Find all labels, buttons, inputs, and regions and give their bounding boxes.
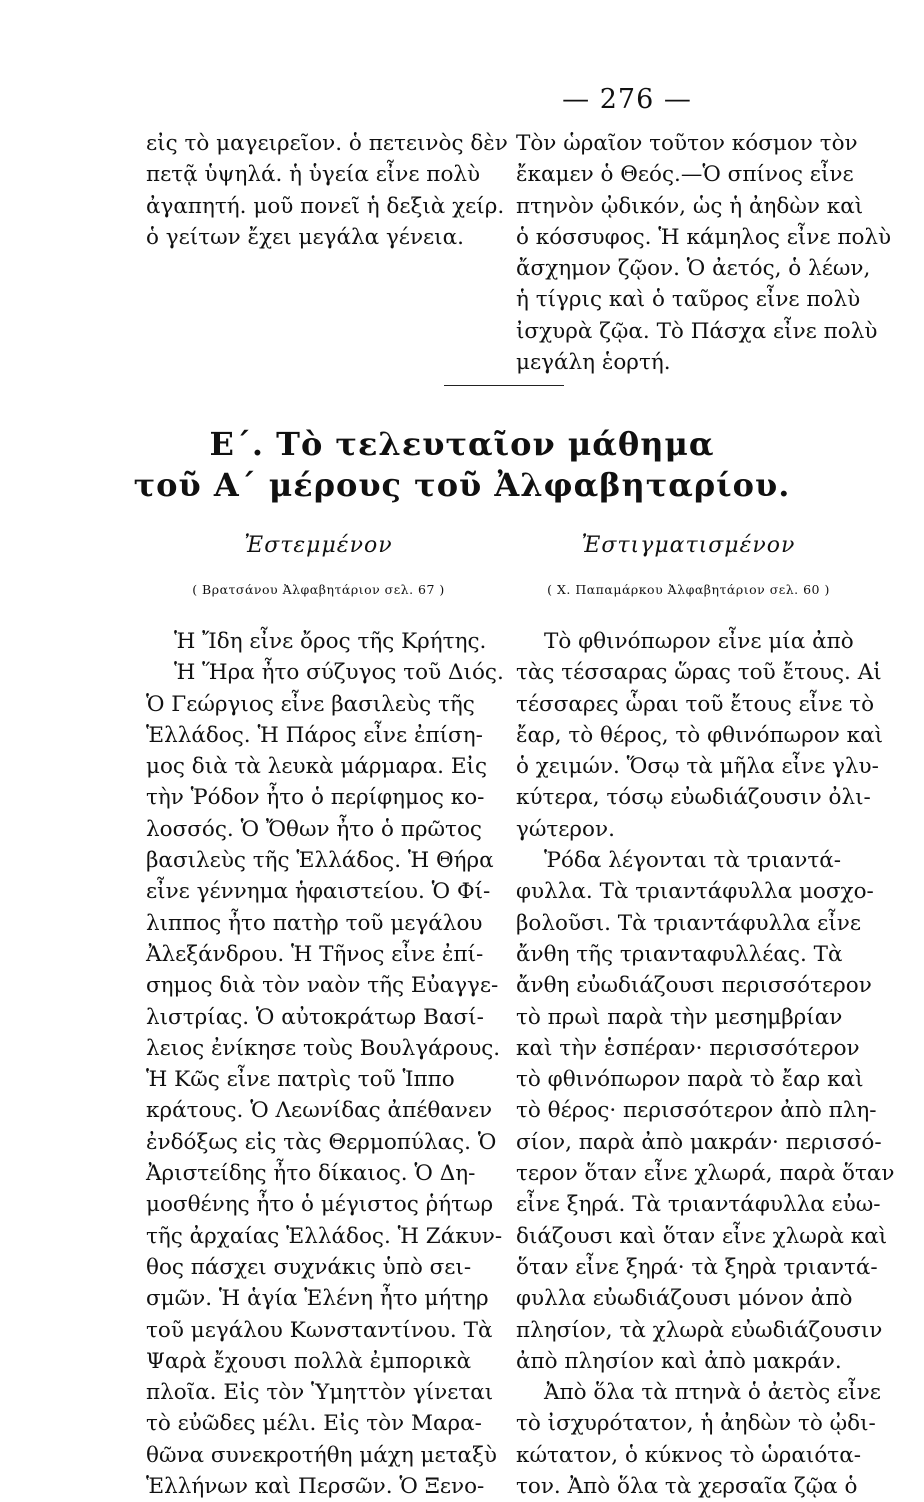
text-line: Τὸν ὡραῖον τοῦτον κόσμον τὸν xyxy=(516,131,858,156)
text-line: ὁ γείτων ἔχει μεγάλα γένεια. xyxy=(146,224,464,250)
text-line: Ἡ Ἴδη εἶνε ὄρος τῆς Κρήτης. xyxy=(174,629,487,654)
text-line: Ἀλεξάνδρου. Ἡ Τῆνος εἶνε ἐπί- xyxy=(146,941,484,967)
right-column-body xyxy=(516,626,895,1502)
text-line: τῆς ἀρχαίας Ἑλλάδος. Ἡ Ζάκυν- xyxy=(146,1223,503,1249)
text-line: λειος ἐνίκησε τοὺς Βουλγάρους. xyxy=(146,1035,501,1061)
top-left-text xyxy=(146,128,508,253)
text-line: ἄνθη τῆς τριανταφυλλέας. Τὰ xyxy=(516,941,843,967)
text-line: Ἡ Κῶς εἶνε πατρὶς τοῦ Ἱππο xyxy=(146,1067,455,1093)
text-line: Ῥόδα λέγονται τὰ τριαντά- xyxy=(544,848,842,874)
text-line: ἐνδόξως εἰς τὰς Θερμοπύλας. Ὁ xyxy=(146,1129,497,1155)
text-line: γώτερον. xyxy=(516,816,615,842)
text-line: Ψαρὰ ἔχουσι πολλὰ ἐμπορικὰ xyxy=(146,1348,472,1374)
text-line: λιστρίας. Ὁ αὐτοκράτωρ Βασί- xyxy=(146,1004,484,1030)
text-line: κώτατον, ὁ κύκνος τὸ ὡραιότα- xyxy=(516,1442,861,1468)
text-line: βασιλεὺς τῆς Ἑλλάδος. Ἡ Θήρα xyxy=(146,848,494,874)
text-line: φυλλα εὐωδιάζουσι μόνον ἀπὸ xyxy=(516,1286,853,1312)
text-line: λιππος ἦτο πατὴρ τοῦ μεγάλου xyxy=(146,910,483,936)
paragraph xyxy=(516,845,895,1377)
text-line: τον. Ἀπὸ ὅλα τὰ χερσαῖα ζῷα ὁ xyxy=(516,1474,858,1500)
paragraph xyxy=(516,626,884,845)
text-line: τὸ ἰσχυρότατον, ἡ ἀηδὼν τὸ ᾠδι- xyxy=(516,1411,876,1437)
text-line: εἶνε γέννημα ἡφαιστείου. Ὁ Φί- xyxy=(146,879,491,905)
text-line: τὸ πρωὶ παρὰ τὴν μεσημβρίαν xyxy=(516,1004,843,1030)
text-line: Ἀριστείδης ἦτο δίκαιος. Ὁ Δη- xyxy=(146,1161,476,1187)
text-line: Ἡ Ἥρα ἦτο σύζυγος τοῦ Διός. xyxy=(174,660,504,686)
text-line: ἰσχυρὰ ζῷα. Τὸ Πάσχα εἶνε πολὺ xyxy=(516,318,878,344)
text-line: πλησίον, τὰ χλωρὰ εὐωδιάζουσιν xyxy=(516,1317,883,1343)
text-line: τὰς τέσσαρας ὥρας τοῦ ἔτους. Αἱ xyxy=(516,660,882,686)
top-right-text xyxy=(516,128,892,378)
right-column-source: ( Χ. Παπαμάρκου Ἀλφαβητάριον σελ. 60 ) xyxy=(547,582,830,597)
text-line: βολοῦσι. Τὰ τριαντάφυλλα εἶνε xyxy=(516,910,861,936)
text-line: εἰς τὸ μαγειρεῖον. ὁ πετεινὸς δὲν xyxy=(146,131,508,156)
text-line: σμῶν. Ἡ ἁγία Ἑλένη ἦτο μήτηρ xyxy=(146,1286,489,1312)
text-line: τὸ εὐῶδες μέλι. Εἰς τὸν Μαρα- xyxy=(146,1411,482,1437)
text-line: σίον, παρὰ ἀπὸ μακράν· περισσό- xyxy=(516,1129,882,1155)
page-number: — 276 — xyxy=(562,84,692,115)
text-line: ἄσχημον ζῷον. Ὁ ἀετός, ὁ λέων, xyxy=(516,256,871,282)
text-line: θος πάσχει συχνάκις ὑπὸ σει- xyxy=(146,1254,472,1280)
text-line: φυλλα. Τὰ τριαντάφυλλα μοσχο- xyxy=(516,879,874,905)
text-line: ὁ χειμών. Ὅσῳ τὰ μῆλα εἶνε γλυ- xyxy=(516,754,879,780)
text-line: ἔαρ, τὸ θέρος, τὸ φθινόπωρον καὶ xyxy=(516,722,884,748)
text-line: πτηνὸν ᾠδικόν, ὡς ἡ ἀηδὼν καὶ xyxy=(516,193,864,219)
section-divider xyxy=(444,385,564,386)
text-line: καὶ τὴν ἑσπέραν· περισσότερον xyxy=(516,1035,860,1061)
left-column-body xyxy=(146,626,504,1502)
text-line: τοῦ μεγάλου Κωνσταντίνου. Τὰ xyxy=(146,1317,493,1343)
text-line: ἔκαμεν ὁ Θεός.—Ὁ σπίνος εἶνε xyxy=(516,162,854,188)
left-column-source: ( Βρατσάνου Ἀλφαβητάριον σελ. 67 ) xyxy=(192,582,445,597)
text-line: ἀγαπητή. μοῦ πονεῖ ἡ δεξιὰ χείρ. xyxy=(146,193,505,219)
text-line: κράτους. Ὁ Λεωνίδας ἀπέθανεν xyxy=(146,1098,493,1124)
text-line: τερον ὅταν εἶνε χλωρά, παρὰ ὅταν xyxy=(516,1161,895,1187)
text-line: Ὁ Γεώργιος εἶνε βασιλεὺς τῆς xyxy=(146,691,475,717)
right-column-title: Ἐστιγματισμένον xyxy=(581,533,796,558)
text-line: λοσσός. Ὁ Ὄθων ἦτο ὁ πρῶτος xyxy=(146,816,482,842)
text-line: ὁ κόσσυφος. Ἡ κάμηλος εἶνε πολὺ xyxy=(516,224,892,250)
text-line: σημος διὰ τὸν ναὸν τῆς Εὐαγγε- xyxy=(146,973,499,999)
text-line: διάζουσι καὶ ὅταν εἶνε χλωρὰ καὶ xyxy=(516,1223,888,1249)
text-line: μοσθένης ἦτο ὁ μέγιστος ῥήτωρ xyxy=(146,1192,494,1218)
text-line: Τὸ φθινόπωρον εἶνε μία ἀπὸ xyxy=(544,629,854,654)
paragraph xyxy=(516,1377,881,1502)
text-line: ἀπὸ πλησίον καὶ ἀπὸ μακράν. xyxy=(516,1348,842,1374)
section-heading-line2: τοῦ Α΄ μέρους τοῦ Ἀλφαβηταρίου. xyxy=(133,466,791,504)
text-line: μεγάλη ἑορτή. xyxy=(516,350,671,376)
text-line: Ἑλλήνων καὶ Περσῶν. Ὁ Ξενο- xyxy=(146,1474,485,1500)
text-line: τὸ θέρος· περισσότερον ἀπὸ πλη- xyxy=(516,1098,877,1124)
text-line: ὅταν εἶνε ξηρά· τὰ ξηρὰ τριαντά- xyxy=(516,1254,878,1280)
text-line: θῶνα συνεκροτήθη μάχη μεταξὺ xyxy=(146,1442,497,1468)
section-heading-line1: Ε΄. Τὸ τελευταῖον μάθημα xyxy=(209,425,715,463)
text-line: ἡ τίγρις καὶ ὁ ταῦρος εἶνε πολὺ xyxy=(516,287,861,313)
text-line: πετᾷ ὑψηλά. ἡ ὑγεία εἶνε πολὺ xyxy=(146,162,481,188)
left-column-title: Ἐστεμμένον xyxy=(244,533,393,558)
text-line: Ἀπὸ ὅλα τὰ πτηνὰ ὁ ἀετὸς εἶνε xyxy=(544,1380,881,1406)
text-line: ἄνθη εὐωδιάζουσι περισσότερον xyxy=(516,973,872,999)
text-line: εἶνε ξηρά. Τὰ τριαντάφυλλα εὐω- xyxy=(516,1192,881,1218)
text-line: τὴν Ῥόδον ἦτο ὁ περίφημος κο- xyxy=(146,785,485,811)
text-line: Ἑλλάδος. Ἡ Πάρος εἶνε ἐπίση- xyxy=(146,722,483,748)
text-line: τὸ φθινόπωρον παρὰ τὸ ἔαρ καὶ xyxy=(516,1067,864,1093)
text-line: πλοῖα. Εἰς τὸν Ὑμηττὸν γίνεται xyxy=(146,1380,494,1406)
text-line: κύτερα, τόσῳ εὐωδιάζουσιν ὀλι- xyxy=(516,785,871,811)
text-line: τέσσαρες ὧραι τοῦ ἔτους εἶνε τὸ xyxy=(516,691,875,717)
text-line: μος διὰ τὰ λευκὰ μάρμαρα. Εἰς xyxy=(146,754,488,780)
